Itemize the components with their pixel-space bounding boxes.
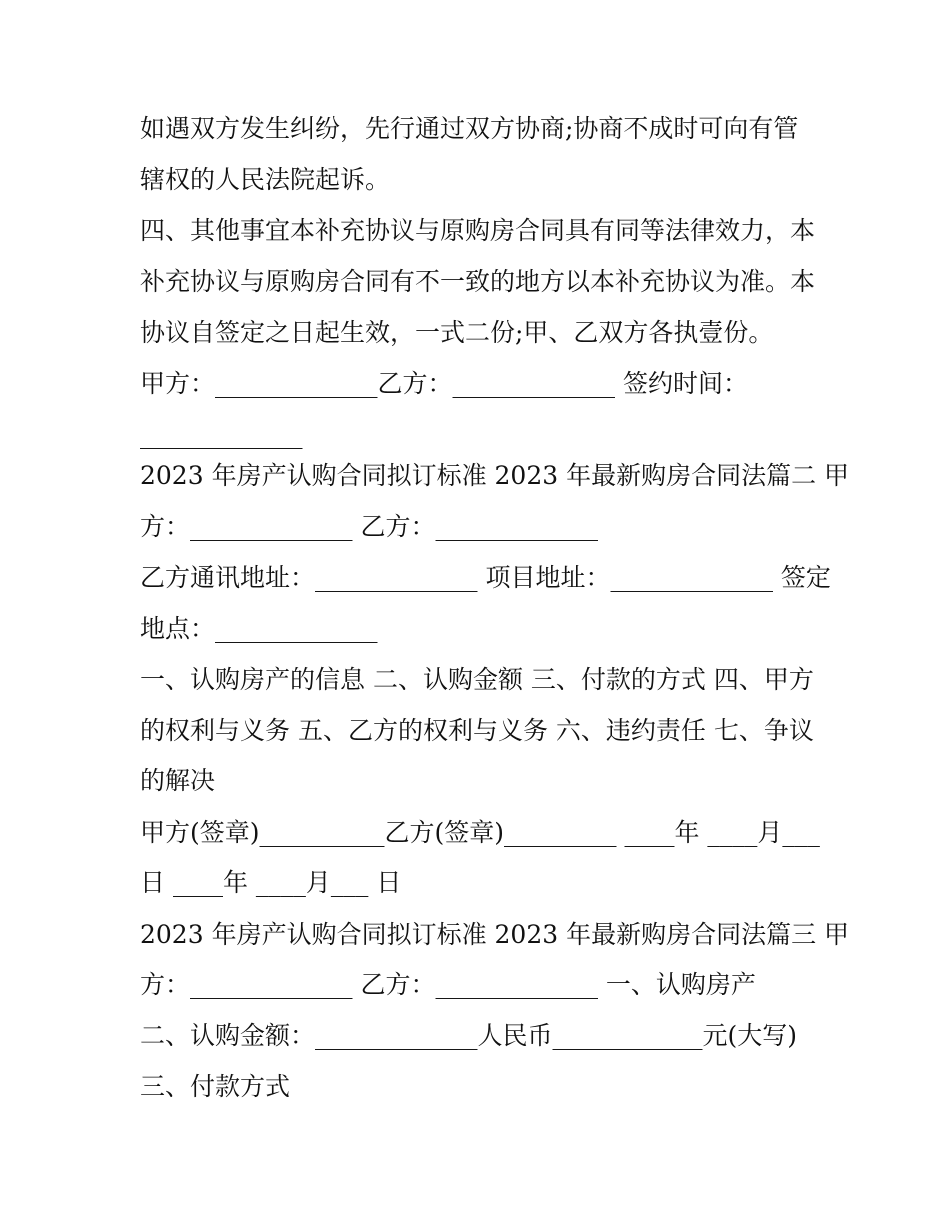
text-line: 日 ____年 ____月___ 日 xyxy=(140,868,402,897)
text-line: 甲方(签章)__________乙方(签章)_________ ____年 ____月___ xyxy=(140,818,820,847)
text-line: 方：_____________ 乙方：_____________ 一、认购房产 xyxy=(140,970,756,999)
text-line: _____________ xyxy=(140,420,303,449)
text-line: 的权利与义务 五、乙方的权利与义务 六、违约责任 七、争议 xyxy=(140,716,814,745)
text-line: 一、认购房产的信息 二、认购金额 三、付款的方式 四、甲方 xyxy=(140,665,814,694)
text-line: 如遇双方发生纠纷，先行通过双方协商;协商不成时可向有管 xyxy=(140,114,799,143)
text-line: 三、付款方式 xyxy=(140,1072,291,1101)
section-heading: 2023 年房产认购合同拟订标准 2023 年最新购房合同法篇二 甲 xyxy=(140,461,850,490)
text-line: 的解决 xyxy=(140,766,216,795)
section-heading: 2023 年房产认购合同拟订标准 2023 年最新购房合同法篇三 甲 xyxy=(140,920,850,949)
text-line: 方：_____________ 乙方：_____________ xyxy=(140,512,598,541)
text-line: 辖权的人民法院起诉。 xyxy=(140,165,391,194)
text-line: 协议自签定之日起生效，一式二份;甲、乙双方各执壹份。 xyxy=(140,318,774,347)
text-line: 四、其他事宜本补充协议与原购房合同具有同等法律效力，本 xyxy=(140,216,816,245)
text-line: 补充协议与原购房合同有不一致的地方以本补充协议为准。本 xyxy=(140,267,816,296)
text-line: 乙方通讯地址：_____________ 项目地址：_____________ 签定 xyxy=(140,563,831,592)
text-line: 二、认购金额：_____________人民币____________元(大写) xyxy=(140,1021,798,1050)
text-line: 甲方：_____________乙方：_____________ 签约时间： xyxy=(140,369,748,398)
text-line: 地点：_____________ xyxy=(140,614,378,643)
